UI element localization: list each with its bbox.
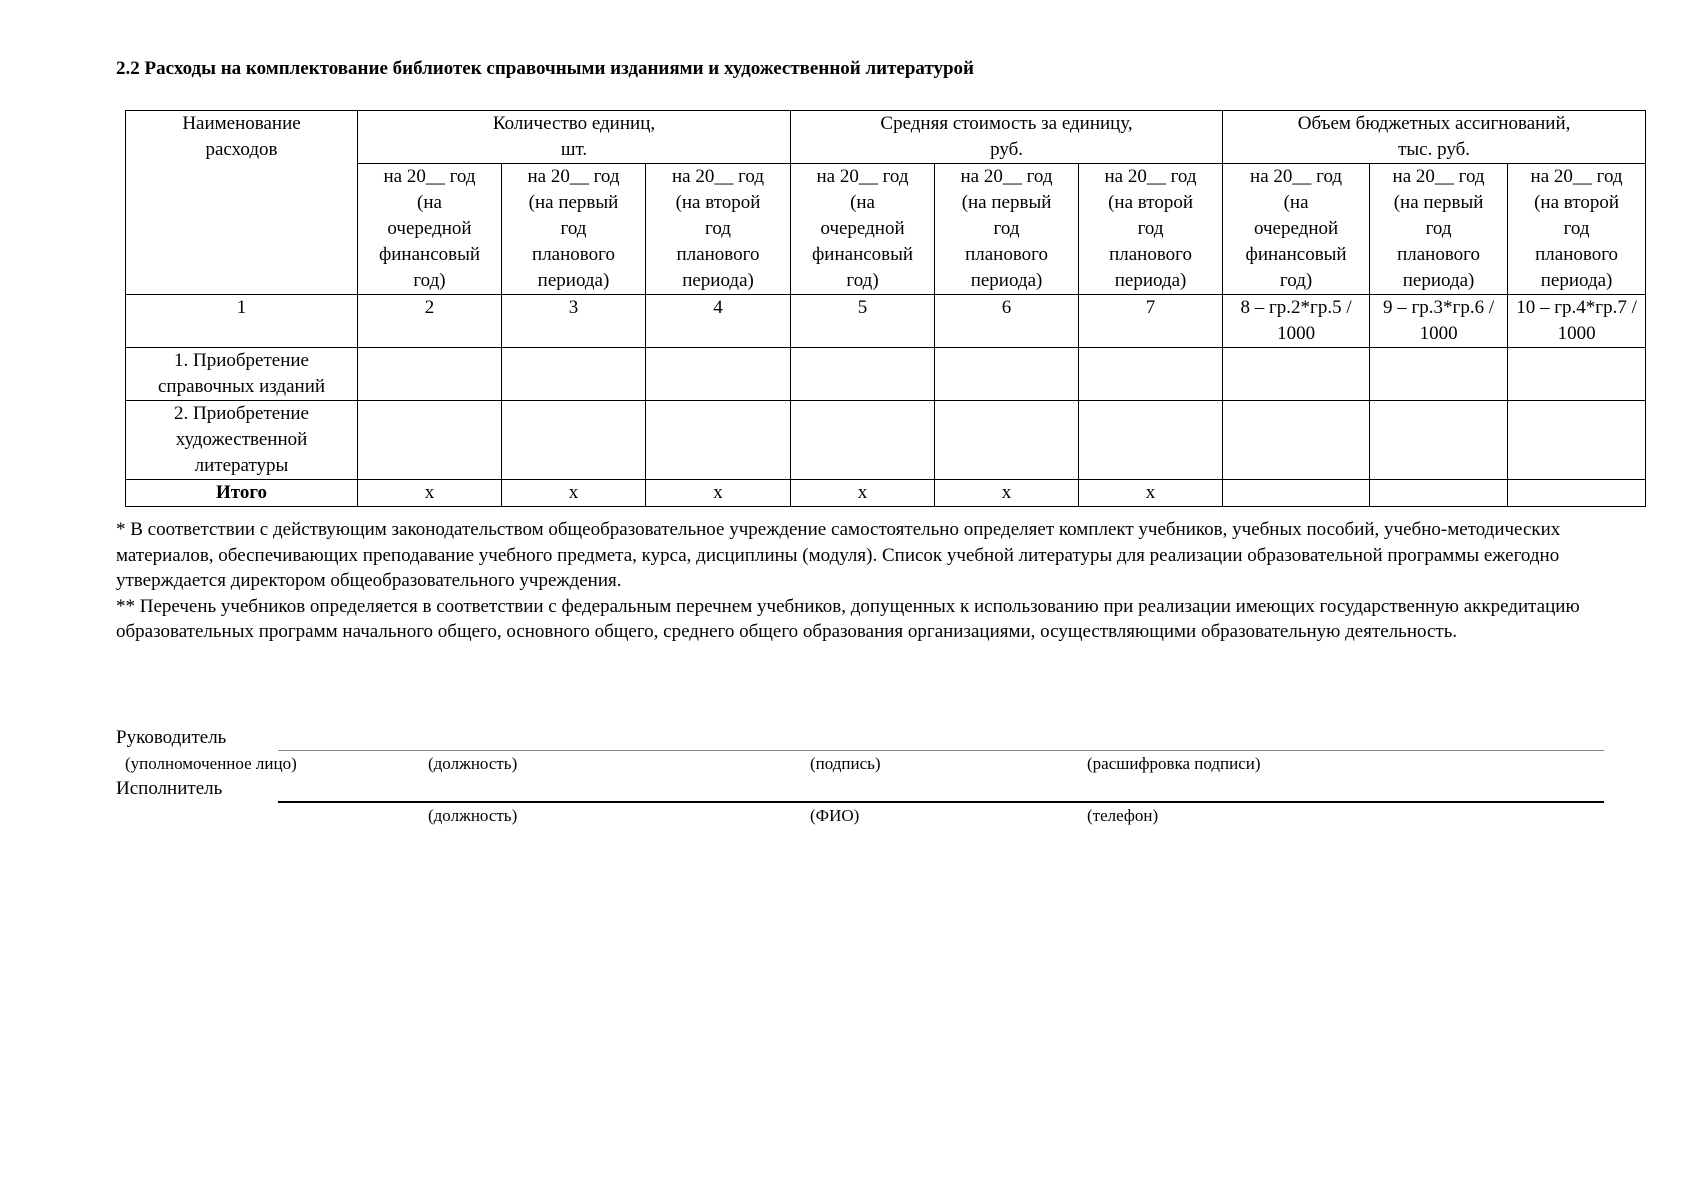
total-mark: x: [935, 480, 1079, 507]
table-cell[interactable]: [791, 348, 935, 401]
total-label: Итого: [126, 480, 358, 507]
col-formula-9: 9 – гр.3*гр.6 / 1000: [1370, 295, 1508, 348]
footnote-1: * В соответствии с действующим законодательством общеобразовательное учреждение самостоятельно определяет комплект учебников, учебных пособий, учебно-методических материалов, обеспечивающих преподавание учебного предмета, курса, дисциплины (модуля). Список учебной литературы для реализации образовательной программы ежегодно утверждается директором общеобразовательного учреждения.: [116, 519, 1561, 591]
table-cell[interactable]: [1370, 401, 1508, 480]
row-label-reference: 1. Приобретение справочных изданий: [126, 348, 358, 401]
head-label: Руководитель: [116, 727, 227, 748]
subheader-budget-current: на 20__ год (на очередной финансовый год): [1223, 164, 1370, 295]
table-cell[interactable]: [1223, 401, 1370, 480]
table-row: [126, 348, 1646, 401]
row-label-fiction: 2. Приобретение художественной литературы: [126, 401, 358, 480]
head-caption: (уполномоченное лицо): [125, 754, 297, 773]
table-cell[interactable]: [1370, 480, 1508, 507]
table-cell[interactable]: [1508, 401, 1646, 480]
table-cell[interactable]: [502, 348, 646, 401]
position-caption: (должность): [428, 754, 518, 773]
col-number-5: 5: [791, 295, 935, 348]
total-mark: x: [502, 480, 646, 507]
table-cell[interactable]: [502, 401, 646, 480]
col-formula-10: 10 – гр.4*гр.7 / 1000: [1508, 295, 1646, 348]
header-expense-name: Наименование расходов: [126, 111, 358, 295]
subheader-budget-first: на 20__ год (на первый год планового периода): [1370, 164, 1508, 295]
signature-caption: (подпись): [810, 754, 881, 773]
footnote-2: ** Перечень учебников определяется в соответствии с федеральным перечнем учебников, допущенных к использованию при реализации имеющих государственную аккредитацию образовательных программ начального общего, основного общего, среднего общего образования организациями, осуществляющими образовательную деятельность.: [116, 595, 1580, 642]
table-cell[interactable]: [1370, 348, 1508, 401]
header-quantity: Количество единиц, шт.: [358, 111, 791, 164]
table-cell[interactable]: [1079, 348, 1223, 401]
subheader-quantity-current: на 20__ год (на очередной финансовый год): [358, 164, 502, 295]
section-title: 2.2 Расходы на комплектование библиотек справочными изданиями и художественной литературой: [116, 58, 975, 79]
executor-label: Исполнитель: [116, 778, 223, 799]
decode-caption: (расшифровка подписи): [1087, 754, 1261, 773]
col-number-4: 4: [646, 295, 791, 348]
table-total-row: [126, 480, 1646, 507]
col-formula-8: 8 – гр.2*гр.5 / 1000: [1223, 295, 1370, 348]
subheader-quantity-first: на 20__ год (на первый год планового периода): [502, 164, 646, 295]
table-cell[interactable]: [1223, 480, 1370, 507]
col-number-3: 3: [502, 295, 646, 348]
total-mark: x: [791, 480, 935, 507]
table-cell[interactable]: [646, 348, 791, 401]
subheader-cost-first: на 20__ год (на первый год планового периода): [935, 164, 1079, 295]
table-cell[interactable]: [358, 348, 502, 401]
subheader-budget-second: на 20__ год (на второй год планового периода): [1508, 164, 1646, 295]
total-mark: x: [646, 480, 791, 507]
table-cell[interactable]: [1508, 348, 1646, 401]
subheader-cost-second: на 20__ год (на второй год планового периода): [1079, 164, 1223, 295]
table-header-row: [126, 111, 1646, 164]
subheader-cost-current: на 20__ год (на очередной финансовый год): [791, 164, 935, 295]
table-column-numbers-row: [126, 295, 1646, 348]
table-cell[interactable]: [935, 348, 1079, 401]
executor-signature-line[interactable]: [278, 801, 1604, 803]
table-cell[interactable]: [358, 401, 502, 480]
table-cell[interactable]: [1508, 480, 1646, 507]
head-signature-line[interactable]: [278, 750, 1604, 751]
col-number-7: 7: [1079, 295, 1223, 348]
table-cell[interactable]: [646, 401, 791, 480]
table-row: [126, 401, 1646, 480]
phone-caption: (телефон): [1087, 806, 1159, 825]
header-budget: Объем бюджетных ассигнований, тыс. руб.: [1223, 111, 1646, 164]
table-cell[interactable]: [1079, 401, 1223, 480]
total-mark: x: [1079, 480, 1223, 507]
table-cell[interactable]: [1223, 348, 1370, 401]
header-avg-cost: Средняя стоимость за единицу, руб.: [791, 111, 1223, 164]
fio-caption: (ФИО): [810, 806, 860, 825]
table-cell[interactable]: [935, 401, 1079, 480]
col-number-2: 2: [358, 295, 502, 348]
subheader-quantity-second: на 20__ год (на второй год планового периода): [646, 164, 791, 295]
table-cell[interactable]: [791, 401, 935, 480]
col-number-6: 6: [935, 295, 1079, 348]
footnotes: [116, 517, 1606, 645]
col-number-1: 1: [126, 295, 358, 348]
executor-position-caption: (должность): [428, 806, 518, 825]
total-mark: x: [358, 480, 502, 507]
expenses-table: [125, 110, 1646, 507]
